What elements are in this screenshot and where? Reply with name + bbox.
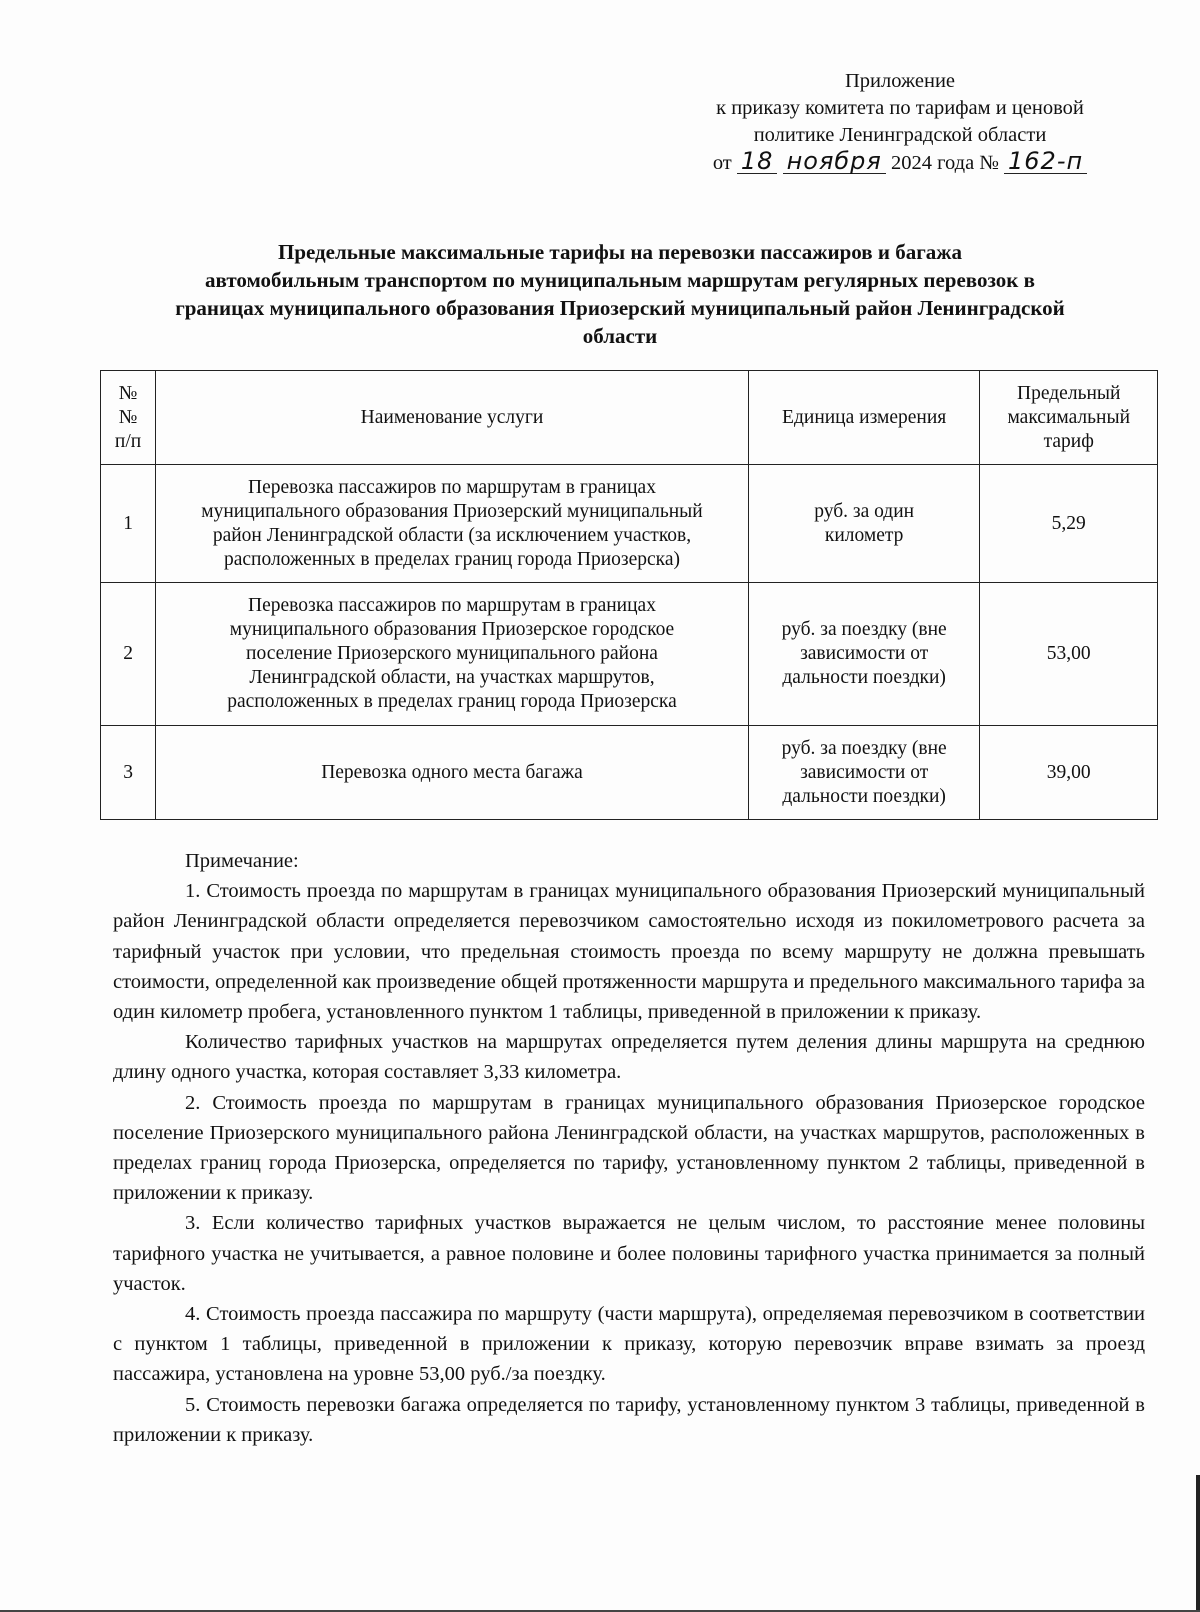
- appendix-from: от: [712, 152, 732, 174]
- scan-edge-right: [1196, 1475, 1200, 1612]
- service-line: муниципального образования Приозерский муниципальный: [201, 500, 703, 522]
- row-tariff: 5,29: [980, 465, 1158, 583]
- service-line: Перевозка пассажиров по маршрутам в границах: [248, 476, 656, 498]
- service-line: расположенных в пределах границ города Приозерска: [227, 691, 677, 712]
- note-paragraph: 3. Если количество тарифных участков выражается не целым числом, то расстояние менее половины тарифного участка не учитывается, а равное половине и более половины тарифного участка принимается за полный участок.: [113, 1212, 1145, 1295]
- service-line: Перевозка пассажиров по маршрутам в границах: [248, 595, 656, 616]
- title-line: автомобильным транспортом по муниципальным маршрутам регулярных перевозок в: [205, 268, 1035, 292]
- note-paragraph: 2. Стоимость проезда по маршрутам в границах муниципального образования Приозерское городское поселение Приозерского муниципального района Ленинградской области, на участках маршрутов, расположенных в пределах границ города Приозерска, определяется по тарифу, установленному пунктом 2 таблицы, приведенной в приложении к приказу.: [113, 1091, 1145, 1205]
- header-num-line: №: [118, 406, 138, 428]
- header-num-line: №: [118, 382, 138, 404]
- table-row: [101, 583, 1158, 726]
- handwritten-day: 18: [737, 149, 778, 174]
- row-num: 1: [101, 465, 156, 583]
- table-row: [101, 465, 1158, 583]
- header-service: Наименование услуги: [156, 371, 749, 465]
- note-paragraph: 1. Стоимость проезда по маршрутам в границах муниципального образования Приозерский муниципальный район Ленинградской области определяется перевозчиком самостоятельно исходя из покилометрового расчета за тарифный участок при условии, что предельная стоимость проезда по всему маршруту не должна превышать стоимости, определенной как произведение общей протяженности маршрута и предельного максимального тарифа за один километр пробега, установленного пунктом 1 таблицы, приведенной в приложении к приказу.: [113, 880, 1145, 1024]
- unit-line: руб. за поездку (вне: [781, 737, 947, 759]
- service-line: Перевозка одного места багажа: [321, 761, 583, 783]
- appendix-block: [640, 68, 1160, 177]
- header-tariff-line: максимальный: [1007, 406, 1131, 428]
- row-tariff: 39,00: [980, 726, 1158, 820]
- service-line: район Ленинградской области (за исключением участков,: [212, 524, 692, 546]
- note-paragraph: 5. Стоимость перевозки багажа определяется по тарифу, установленному пунктом 3 таблицы, приведенной в приложении к приказу.: [113, 1393, 1145, 1446]
- unit-line: дальности поездки): [782, 667, 946, 688]
- header-unit: Единица измерения: [748, 371, 980, 465]
- header-tariff-line: тариф: [1043, 430, 1094, 452]
- appendix-order-line: к приказу комитета по тарифам и ценовой: [716, 97, 1084, 119]
- note-paragraph: Количество тарифных участков на маршрутах определяется путем деления длины маршрута на среднюю длину одного участка, которая составляет 3,33 километра.: [113, 1031, 1145, 1084]
- row-tariff: 53,00: [980, 583, 1158, 726]
- appendix-heading: Приложение: [844, 70, 956, 92]
- row-service: [156, 726, 749, 820]
- table-header-row: [101, 371, 1158, 465]
- table-row: [101, 726, 1158, 820]
- handwritten-month: ноября: [783, 149, 886, 174]
- service-line: Ленинградской области, на участках маршрутов,: [249, 667, 655, 688]
- unit-line: зависимости от: [800, 761, 929, 783]
- unit-line: зависимости от: [800, 643, 929, 664]
- row-unit: [748, 465, 980, 583]
- row-service: [156, 583, 749, 726]
- note-paragraph: 4. Стоимость проезда пассажира по маршруту (части маршрута), определяемая перевозчиком в соответствии с пунктом 1 таблицы, приведенной в приложении к приказу, которую перевозчик вправе взимать за проезд пассажира, установлена на уровне 53,00 руб./за поездку.: [113, 1303, 1145, 1386]
- header-num-line: п/п: [114, 430, 142, 452]
- title-line: области: [582, 324, 658, 348]
- handwritten-order-number: 162-п: [1004, 149, 1087, 174]
- row-num: 2: [101, 583, 156, 726]
- notes-label: Примечание:: [185, 850, 299, 872]
- title-line: Предельные максимальные тарифы на перевозки пассажиров и багажа: [278, 240, 962, 264]
- unit-line: руб. за один: [814, 500, 915, 522]
- appendix-committee-line: политике Ленинградской области: [753, 124, 1047, 146]
- title-line: границах муниципального образования Приозерский муниципальный район Ленинградской: [175, 296, 1065, 320]
- service-line: поселение Приозерского муниципального района: [246, 643, 658, 664]
- unit-line: руб. за поездку (вне: [781, 619, 947, 640]
- unit-line: километр: [824, 524, 904, 546]
- header-tariff: [980, 371, 1158, 465]
- appendix-year: 2024 года №: [890, 152, 999, 174]
- row-unit: [748, 583, 980, 726]
- notes-section: [113, 846, 1145, 1450]
- service-line: расположенных в пределах границ города Приозерска): [223, 548, 681, 570]
- appendix-date-line: [640, 149, 1160, 177]
- row-num: 3: [101, 726, 156, 820]
- service-line: муниципального образования Приозерское городское: [229, 619, 675, 640]
- header-tariff-line: Предельный: [1017, 382, 1121, 404]
- row-unit: [748, 726, 980, 820]
- row-service: [156, 465, 749, 583]
- unit-line: дальности поездки): [782, 785, 946, 807]
- header-num: [101, 371, 156, 465]
- tariff-table: [100, 370, 1158, 820]
- document-title: [100, 238, 1140, 350]
